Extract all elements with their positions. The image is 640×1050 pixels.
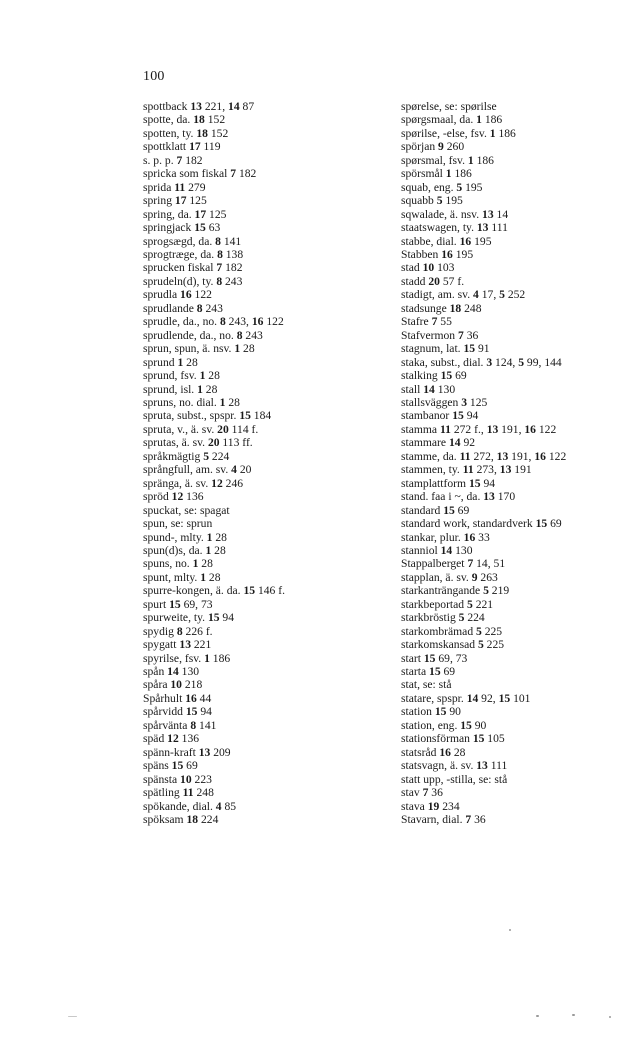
index-entry: spurt 15 69, 73: [143, 597, 213, 611]
index-entry: sprucken fiskal 7 182: [143, 261, 243, 275]
index-entry: spänn-kraft 13 209: [143, 745, 231, 759]
scan-speck: [536, 1015, 539, 1017]
index-entry: spårvänta 8 141: [143, 718, 217, 732]
index-entry: statsvagn, ä. sv. 13 111: [401, 759, 508, 773]
index-entry: stadsunge 18 248: [401, 301, 482, 315]
index-entry: spån 14 130: [143, 665, 200, 679]
index-entry: spring, da. 17 125: [143, 207, 227, 221]
index-entry: springjack 15 63: [143, 221, 221, 235]
index-entry: sprogtræge, da. 8 138: [143, 247, 244, 261]
index-entry: stand. faa i ~, da. 13 170: [401, 490, 516, 504]
index-entry: späns 15 69: [143, 759, 198, 773]
index-entry: stamma 11 272 f., 13 191, 16 122: [401, 422, 557, 436]
scan-speck: [572, 1014, 575, 1016]
index-entry: spunt, mlty. 1 28: [143, 570, 221, 584]
index-entry: spruta, v., ä. sv. 20 114 f.: [143, 422, 259, 436]
index-entry: spygatt 13 221: [143, 638, 212, 652]
index-entry: sprogsægd, da. 8 141: [143, 234, 242, 248]
index-entry: stammen, ty. 11 273, 13 191: [401, 463, 532, 477]
index-entry: staka, subst., dial. 3 124, 5 99, 144: [401, 355, 562, 369]
index-entry: spottback 13 221, 14 87: [143, 100, 255, 113]
index-entry: språkmägtig 5 224: [143, 449, 230, 463]
index-entry: sprudlande 8 243: [143, 301, 223, 315]
index-entry: stationsförman 15 105: [401, 732, 505, 746]
index-entry: stava 19 234: [401, 799, 460, 813]
index-entry: spröd 12 136: [143, 490, 204, 504]
index-entry: stamplattform 15 94: [401, 476, 496, 490]
index-entry: Stappalberget 7 14, 51: [401, 557, 506, 571]
index-entry: squab, eng. 5 195: [401, 180, 483, 194]
index-entry: standard work, standardverk 15 69: [401, 517, 562, 531]
index-entry: Spårhult 16 44: [143, 691, 212, 705]
index-entry: starkombrämad 5 225: [401, 624, 503, 638]
index-entry: starkbeportad 5 221: [401, 597, 494, 611]
index-entry: spränga, ä. sv. 12 246: [143, 476, 244, 490]
index-entry: spottklatt 17 119: [143, 140, 221, 154]
index-entry: standard 15 69: [401, 503, 470, 517]
index-entry: spruta, subst., spspr. 15 184: [143, 409, 272, 423]
index-entry: sprund 1 28: [143, 355, 198, 369]
index-entry: sprudeln(d), ty. 8 243: [143, 274, 243, 288]
index-entry: Stafvermon 7 36: [401, 328, 479, 342]
index-entry: spätling 11 248: [143, 786, 214, 800]
index-entry: stanniol 14 130: [401, 543, 473, 557]
index-entry: stadigt, am. sv. 4 17, 5 252: [401, 288, 526, 302]
index-entry: spun(d)s, da. 1 28: [143, 543, 226, 557]
index-entry: spörjan 9 260: [401, 140, 465, 154]
index-entry: station 15 90: [401, 705, 461, 719]
index-entry: spørelse, se: spørilse: [401, 100, 497, 113]
index-entry: station, eng. 15 90: [401, 718, 487, 732]
index-entry: sprudla 16 122: [143, 288, 212, 302]
index-entry: stankar, plur. 16 33: [401, 530, 490, 544]
index-entry: spring 17 125: [143, 194, 207, 208]
index-entry: Stavarn, dial. 7 36: [401, 813, 486, 827]
index-entry: spund-, mlty. 1 28: [143, 530, 227, 544]
index-entry: sprida 11 279: [143, 180, 206, 194]
index-entry: spyrilse, fsv. 1 186: [143, 651, 231, 665]
index-entry: spørilse, -else, fsv. 1 186: [401, 126, 516, 140]
index-entry: stabbe, dial. 16 195: [401, 234, 492, 248]
index-entry: spuckat, se: spagat: [143, 503, 230, 517]
index-entry: spökande, dial. 4 85: [143, 799, 237, 813]
index-entry: starkomskansad 5 225: [401, 638, 505, 652]
index-entry: stallsväggen 3 125: [401, 395, 488, 409]
index-entry: sprudle, da., no. 8 243, 16 122: [143, 315, 284, 329]
index-entry: statare, spspr. 14 92, 15 101: [401, 691, 531, 705]
index-entry: spuns, no. 1 28: [143, 557, 213, 571]
index-column-left: [143, 100, 285, 826]
index-entry: sprund, fsv. 1 28: [143, 369, 220, 383]
index-column-right: [401, 100, 566, 826]
index-entry: spricka som fiskal 7 182: [143, 167, 257, 181]
index-entry: sprudlende, da., no. 8 243: [143, 328, 263, 342]
index-entry: spörsmål 1 186: [401, 167, 472, 181]
index-entry: statt upp, -stilla, se: stå: [401, 772, 508, 786]
index-entry: stamme, da. 11 272, 13 191, 16 122: [401, 449, 567, 463]
index-entry: squabb 5 195: [401, 194, 463, 208]
index-entry: sprutas, ä. sv. 20 113 ff.: [143, 436, 253, 450]
index-entry: spurre-kongen, ä. da. 15 146 f.: [143, 584, 285, 598]
index-entry: starta 15 69: [401, 665, 456, 679]
index-entry: spørgsmaal, da. 1 186: [401, 113, 503, 127]
index-entry: Stabben 16 195: [401, 247, 474, 261]
index-entry: sprun, spun, ä. nsv. 1 28: [143, 342, 255, 356]
index-entry: stambanor 15 94: [401, 409, 479, 423]
index-entry: stalking 15 69: [401, 369, 467, 383]
index-entry: spotten, ty. 18 152: [143, 126, 229, 140]
index-entry: sqwalade, ä. nsv. 13 14: [401, 207, 509, 221]
index-entry: spårvidd 15 94: [143, 705, 212, 719]
index-entry: spruns, no. dial. 1 28: [143, 395, 240, 409]
index-entry: stadd 20 57 f.: [401, 274, 465, 288]
index-entry: statsråd 16 28: [401, 745, 466, 759]
index-entry: stapplan, ä. sv. 9 263: [401, 570, 498, 584]
scan-speck: [509, 929, 511, 931]
index-entry: Stafre 7 55: [401, 315, 452, 329]
index-entry: språngfull, am. sv. 4 20: [143, 463, 252, 477]
index-entry: starkanträngande 5 219: [401, 584, 510, 598]
index-entry: stav 7 36: [401, 786, 443, 800]
index-entry: sprund, isl. 1 28: [143, 382, 218, 396]
index-entry: spurweite, ty. 15 94: [143, 611, 235, 625]
index-entry: stall 14 130: [401, 382, 456, 396]
page-number: 100: [143, 69, 165, 84]
index-entry: spotte, da. 18 152: [143, 113, 226, 127]
scan-speck: [68, 1016, 77, 1017]
index-entry: s. p. p. 7 182: [143, 153, 203, 167]
index-entry: spørsmal, fsv. 1 186: [401, 153, 494, 167]
index-entry: spydig 8 226 f.: [143, 624, 213, 638]
scan-speck: [609, 1016, 611, 1018]
index-entry: start 15 69, 73: [401, 651, 468, 665]
index-entry: späd 12 136: [143, 732, 200, 746]
index-entry: stagnum, lat. 15 91: [401, 342, 490, 356]
index-entry: stammare 14 92: [401, 436, 476, 450]
index-entry: spöksam 18 224: [143, 813, 219, 827]
index-entry: spänsta 10 223: [143, 772, 212, 786]
index-entry: stat, se: stå: [401, 678, 452, 692]
index-entry: spåra 10 218: [143, 678, 203, 692]
index-entry: starkbröstig 5 224: [401, 611, 485, 625]
index-entry: spun, se: sprun: [143, 517, 213, 531]
index-entry: staatswagen, ty. 13 111: [401, 221, 508, 235]
index-entry: stad 10 103: [401, 261, 455, 275]
